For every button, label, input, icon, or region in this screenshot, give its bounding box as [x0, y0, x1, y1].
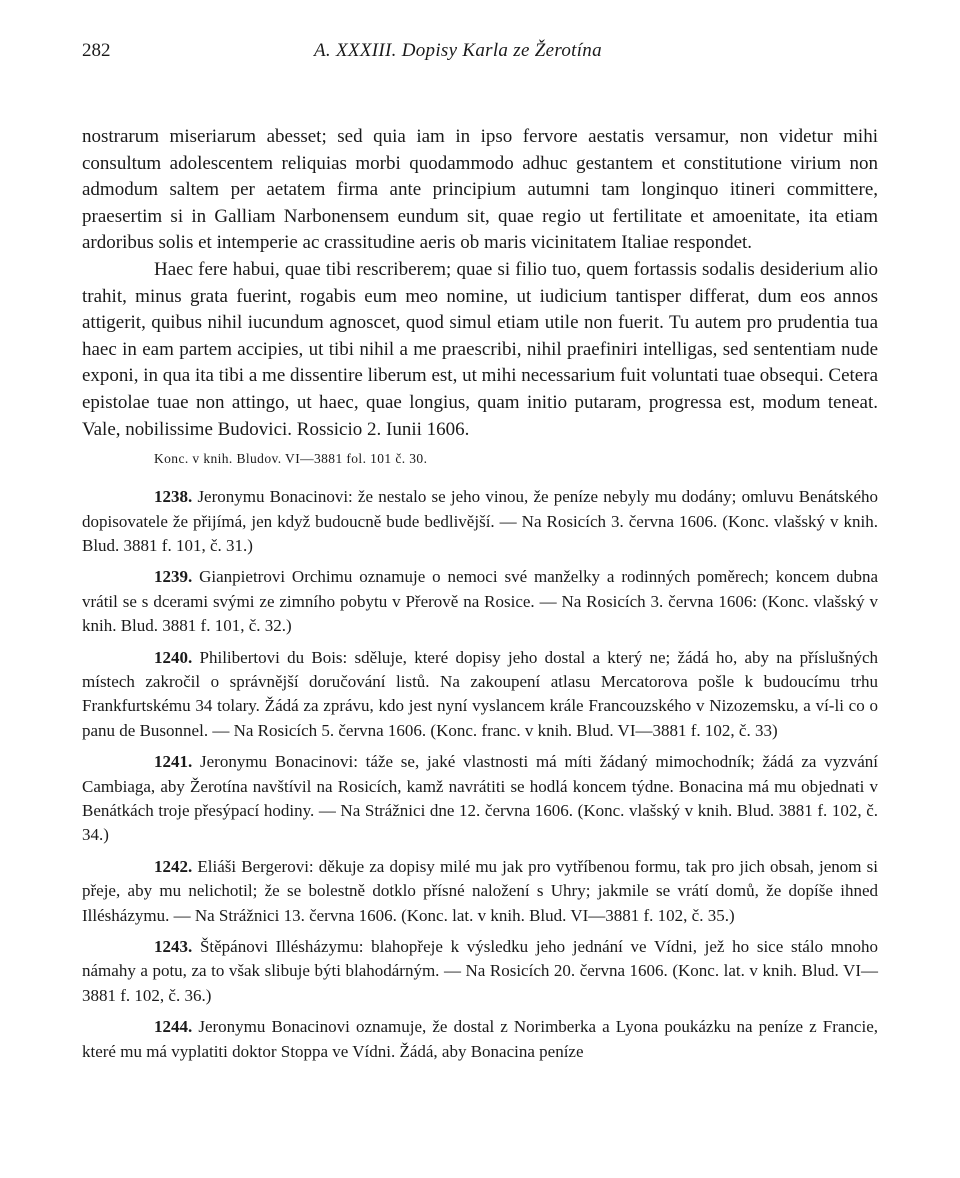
regest-number: 1239. [154, 567, 193, 587]
page-header [82, 36, 878, 72]
regest-number: 1240. [154, 647, 193, 667]
latin-paragraph: nostrarum miseriarum abesset; sed quia iam in ipso fervore aestatis versamur, non videtur mihi consultum adolescentem reliquias morbi quodammodo adhuc gestantem et constitutione virium non admodum saltem per aetatem firma ante principium autumni tam longinquo itineri committere, praesertim si in Galliam Narbonensem eundum sit, quae regio ut fertilitate et amoenitate, ita etiam ardoribus solis et intemperie ac crassitudine aeris ob maris vicinitatem Italiae respondet. [82, 126, 878, 254]
regest-text: Štěpánovi Illésházymu: blahopřeje k výsledku jeho jednání ve Vídni, jež ho sice stálo mnoho námahy a potu, za to však slibuje býti blahodárným. — Na Rosicích 20. června 1606. (Konc. lat. v knih. Blud. VI—3881 f. 102, č. 36.) [82, 937, 878, 1005]
latin-letter-text [82, 124, 878, 443]
regest-number: 1244. [154, 1017, 193, 1037]
regest-number: 1242. [154, 856, 193, 876]
page-number: 282 [82, 40, 111, 61]
regest-entry [82, 646, 878, 744]
book-page [82, 36, 878, 1071]
running-title: A. XXXIII. Dopisy Karla ze Žerotína [314, 40, 602, 61]
regest-entry [82, 855, 878, 928]
regest-text: Jeronymu Bonacinovi oznamuje, že dostal z Norimberka a Lyona poukázku na peníze z Francie, které mu má vyplatiti doktor Stoppa ve Vídni. Žádá, aby Bonacina peníze [82, 1017, 878, 1061]
regest-text: Jeronymu Bonacinovi: že nestalo se jeho vinou, že peníze nebyly mu dodány; omluvu Benátského dopisovatele že přijímá, jen když budoucně bude bedlivější. — Na Rosicích 3. června 1606. (Konc. vlašský v knih. Blud. 3881 f. 101, č. 31.) [82, 487, 879, 555]
regest-entry [82, 750, 878, 848]
regest-text: Jeronymu Bonacinovi: táže se, jaké vlastnosti má míti žádaný mimochodník; žádá za vyzvání Cambiaga, aby Žerotína navštívil na Rosicích, kamž navrátiti se hodlá koncem týdne. Bonacina má mu objednati v Benátkách troje přesýpací hodiny. — Na Strážnici dne 12. června 1606. (Konc. vlašský v knih. Blud. 3881 f. 102, č. 34.) [82, 752, 879, 845]
regest-entry [82, 935, 878, 1008]
regest-number: 1243. [154, 937, 193, 957]
regest-entry [82, 1015, 878, 1064]
source-note: Konc. v knih. Bludov. VI—3881 fol. 101 č. 30. [154, 451, 428, 467]
regest-list [82, 485, 878, 1064]
regest-entry [82, 485, 878, 558]
regest-number: 1241. [154, 752, 193, 772]
regest-text: Gianpietrovi Orchimu oznamuje o nemoci své manželky a rodinných poměrech; koncem dubna vrátil se s dcerami svými ze zimního pobytu v Přerově na Rosice. — Na Rosicích 3. června 1606: (Konc. vlašský v knih. Blud. 3881 f. 101, č. 32.) [82, 567, 878, 636]
regest-text: Philibertovi du Bois: sděluje, které dopisy jeho dostal a který ne; žádá ho, aby na příslušných místech zakročil o správnější doručování listů. Na zakoupení atlasu Mercatorova pošle k budoucímu trhu Frankfurtskému 34 tolary. Žádá za zprávu, kdo jest nyní vyslancem krále Francouzského v Nizozemsku, a ví-li co o panu de Busonnel. — Na Rosicích 5. června 1606. (Konc. franc. v knih. Blud. VI—3881 f. 102, č. 33) [82, 647, 878, 740]
regest-number: 1238. [154, 487, 193, 507]
latin-paragraph: Haec fere habui, quae tibi rescriberem; quae si filio tuo, quem fortassis sodalis desiderium alio trahit, minus grata fuerint, rogabis eum meo nomine, ut iudicium tantisper differat, dum eos annos attigerit, quibus nihil iucundum agnoscet, quod simul etiam utile non fuerit. Tu autem pro prudentia tua haec in eam partem accipies, ut tibi nihil a me praescribi, nihil praefiniri intelligas, sed sententiam nude exponi, in qua ita tibi a me dissentire liberum est, ut mihi necessarium fuit voluntati tuae obsequi. Cetera epistolae tuae non attingo, ut haec, quae longius, quam initio putaram, progressa est, modum teneat. Vale, nobilissime Budovici. Rossicio 2. Iunii 1606. [82, 258, 878, 440]
regest-entry [82, 565, 878, 638]
regest-text: Eliáši Bergerovi: děkuje za dopisy milé mu jak pro vytříbenou formu, tak pro jich obsah, jenom si přeje, aby mu nelichotil; že se bolestně dotklo přísné naložení s Uhry; jakmile se vrátí domů, že dopíše ihned Illésházymu. — Na Strážnici 13. června 1606. (Konc. lat. v knih. Blud. VI—3881 f. 102, č. 35.) [82, 856, 878, 925]
